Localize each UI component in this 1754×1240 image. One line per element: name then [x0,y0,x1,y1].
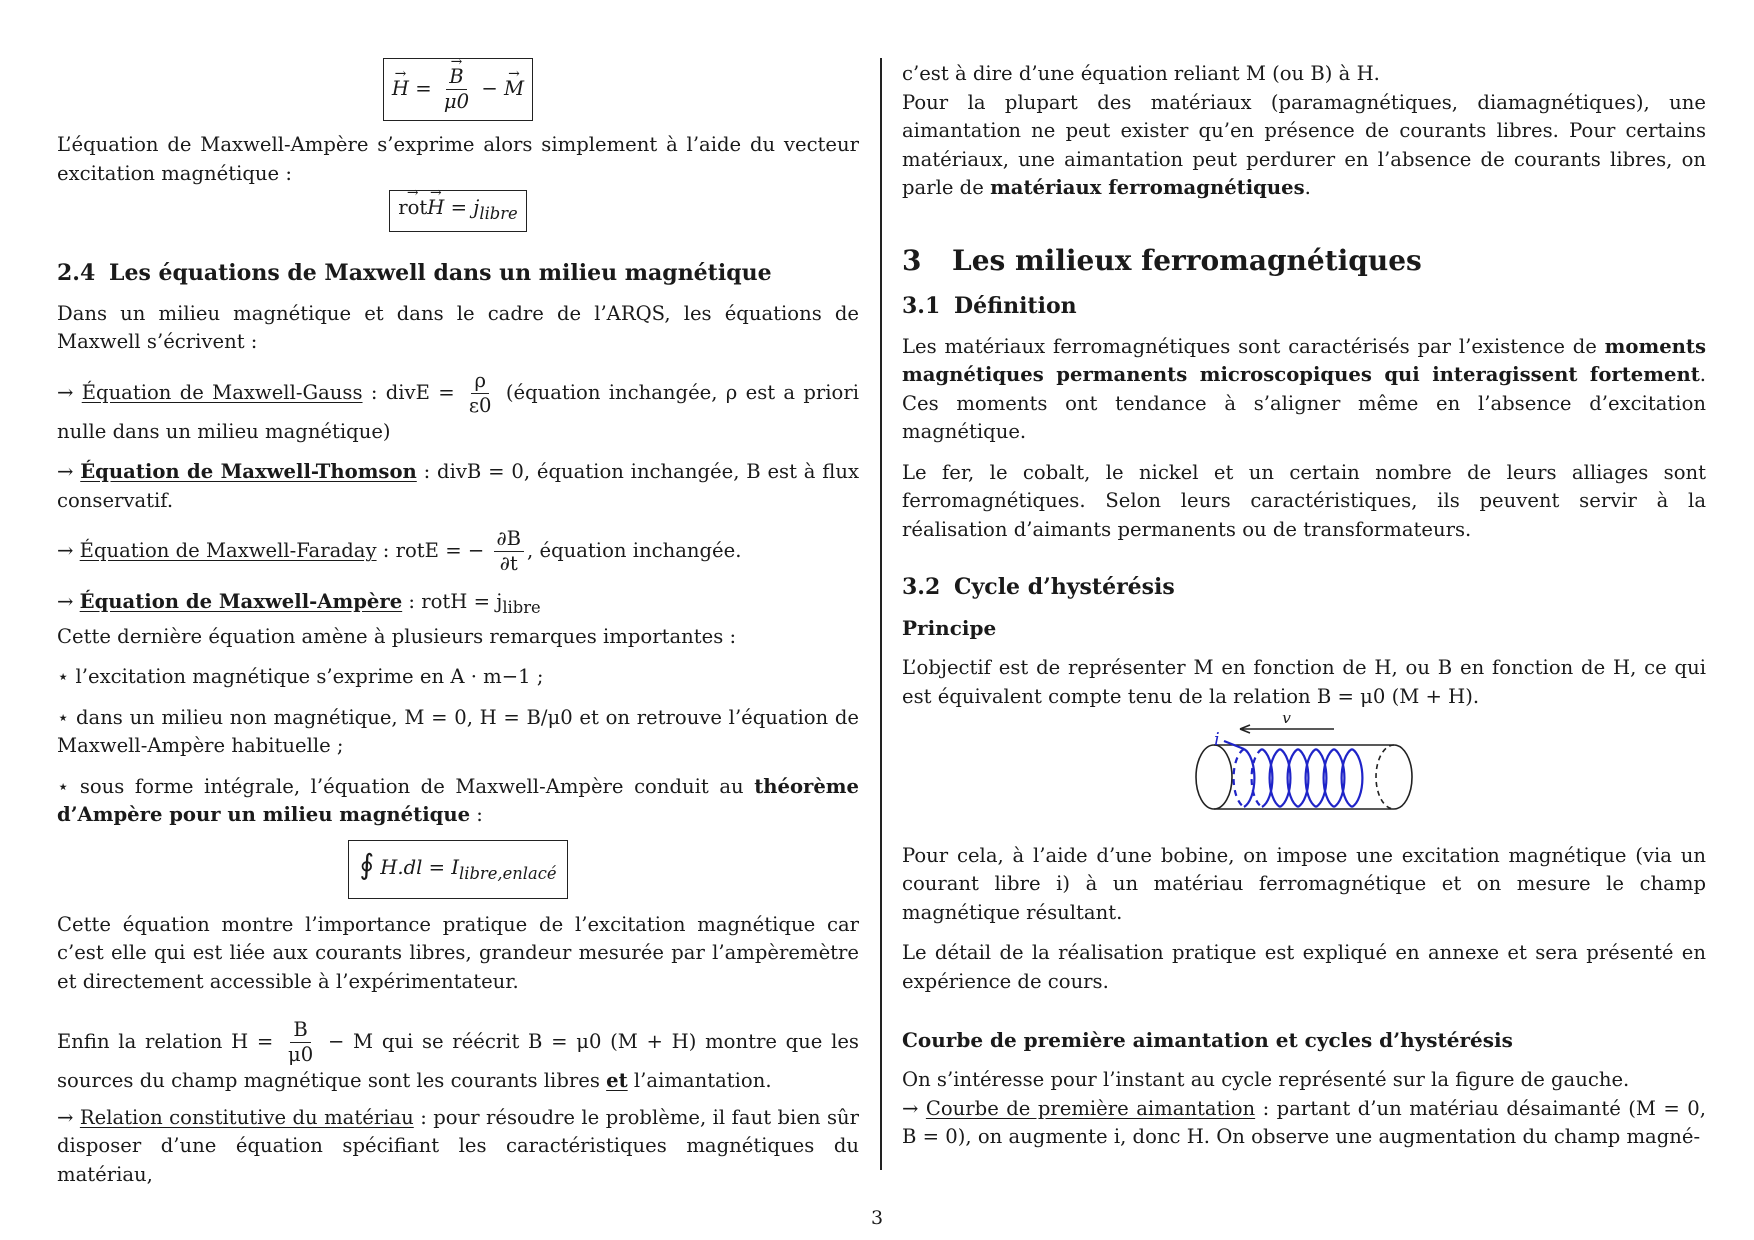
item-maxwell-thomson: → Équation de Maxwell-Thomson : divB = 0, équation inchangée, B est à flux conservatif. [57,460,860,512]
item-maxwell-faraday: → Équation de Maxwell-Faraday : rotE = − $\frac{\partial B}{\partial t}$ , équation inchangée. [57,527,742,576]
courbe-heading: Courbe de première aimantation et cycles d’hystérésis [902,1028,1513,1052]
column-divider [880,58,882,1170]
paragraph-detail: Le détail de la réalisation pratique est expliqué en annexe et sera présenté en expérience de cours. [902,941,1706,993]
item-courbe-premiere-aimantation: → Courbe de première aimantation : partant d’un matériau désaimanté (M = 0, B = 0), on augmente i, donc H. On observe une augmentation du champ magné- [902,1096,1706,1148]
paragraph-remarques: Cette dernière équation amène à plusieurs remarques importantes : [57,624,737,648]
paragraph-objectif: L’objectif est de représenter M en fonction de H, ou B en fonction de H, ce qui est équivalent compte tenu de la relation B = μ0 (M + H). [902,656,1706,708]
principe-heading: Principe [902,616,997,640]
paragraph-pour-cela: Pour cela, à l’aide d’une bobine, on impose une excitation magnétique (via un courant libre i) à un matériau ferromagnétique et on mesure le champ magnétique résultant. [902,843,1706,924]
current-label: i [1214,729,1220,750]
paragraph-importance: Cette équation montre l’importance pratique de l’excitation magnétique car c’est elle qui est liée aux courants libres, grandeur mesurée par l’ampèremètre et directement accessible à l’expérimentateur. [57,912,859,993]
maxwell-gauss-label: Équation de Maxwell-Gauss [81,380,363,404]
paragraph-continuation: c’est à dire d’une équation reliant M (ou B) à H. [902,62,1380,85]
paragraph-milieu: Dans un milieu magnétique et dans le cadre de l’ARQS, les équations de Maxwell s’écrivent : [57,301,859,354]
paragraph-interesse: On s’intéresse pour l’instant au cycle représenté sur la figure de gauche. [902,1068,1630,1091]
coil-diagram [1184,715,1424,825]
maxwell-ampere-label: Équation de Maxwell-Ampère [79,590,403,614]
equation-ampere-integral: ∮ $H.dl = I_{libre,enlacé}$ [57,840,859,899]
paragraph-maxwell-ampere-intro: L’équation de Maxwell-Ampère s’exprime alors simplement à l’aide du vecteur excitation magnétique : [57,133,859,185]
coil-windings [1224,741,1362,807]
page-number: 3 [870,1207,884,1229]
remark-integral: ⋆ sous forme intégrale, l’équation de Maxwell-Ampère conduit au théorème d’Ampère pour un milieu magnétique : [57,774,860,827]
item-maxwell-ampere: → Équation de Maxwell-Ampère : rotH = $j_{libre}$ [57,590,541,618]
equation-rot-h: → $rot\to H = j_{libre}$ [57,190,859,232]
relation-constitutive-label: Relation constitutive du matériau [79,1105,414,1129]
section-2-4-heading: 2.4 Les équations de Maxwell dans un milieu magnétique [57,259,772,286]
left-column [57,56,859,1201]
cylinder-right-end [1394,745,1412,809]
remark-unit: ⋆ l’excitation magnétique s’exprime en A · m−1 ; [57,665,544,689]
paragraph-definition: Les matériaux ferromagnétiques sont caractérisés par l’existence de moments magnétiques permanents microscopiques qui interagissent fortement. Ces moments ont tendance à s’aligner même en l’absence d’excitation magnétique. [902,334,1706,443]
section-3-heading: 3 Les milieux ferromagnétiques [902,243,1422,277]
maxwell-thomson-label: Équation de Maxwell-Thomson [80,460,417,484]
section-3-2-heading: 3.2 Cycle d’hystérésis [902,574,1175,600]
cylinder-left-end [1196,745,1232,809]
item-maxwell-gauss: → Équation de Maxwell-Gauss : divE = $\frac{\rho}{\varepsilon 0}$ (équation inchangée, ρ est a priori nulle dans un milieu magnétique) [57,368,859,443]
item-relation-constitutive: → Relation constitutive du matériau : pour résoudre le problème, il faut bien sûr disposer d’une équation spécifiant les caractéristiques magnétiques du matériau, [57,1105,860,1186]
equation-h-definition: → H = → $\frac{B}{\mu 0}$ − → M [57,58,859,121]
right-column [902,56,1706,1164]
voltage-label: v [1282,715,1292,727]
section-3-1-heading: 3.1 Définition [902,292,1077,319]
paragraph-enfin: Enfin la relation H = $\frac{B}{\mu 0}$ − M qui se réécrit B = μ0 (M + H) montre que les sources du champ magnétique sont les courants libres et l’aimantation. [57,1018,859,1093]
courbe-premiere-aimantation-label: Courbe de première aimantation [925,1096,1256,1120]
paragraph-fer: Le fer, le cobalt, le nickel et un certain nombre de leurs alliages sont ferromagnétiques. Selon leurs caractéristiques, ils peuvent servir à la réalisation d’aimants permanents ou de transformateurs. [902,460,1706,541]
remark-non-magnetic: ⋆ dans un milieu non magnétique, M = 0, H = B/μ0 et on retrouve l’équation de Maxwell-Ampère habituelle ; [57,705,859,758]
coil-figure [902,715,1706,834]
maxwell-faraday-label: Équation de Maxwell-Faraday [79,539,377,563]
paragraph-plupart: Pour la plupart des matériaux (paramagnétiques, diamagnétiques), une aimantation ne peut exister qu’en présence de courants libres. Pour certains matériaux, une aimantation peut perdurer en l’absence de courants libres, on parle de matériaux ferromagnétiques. [902,90,1706,199]
